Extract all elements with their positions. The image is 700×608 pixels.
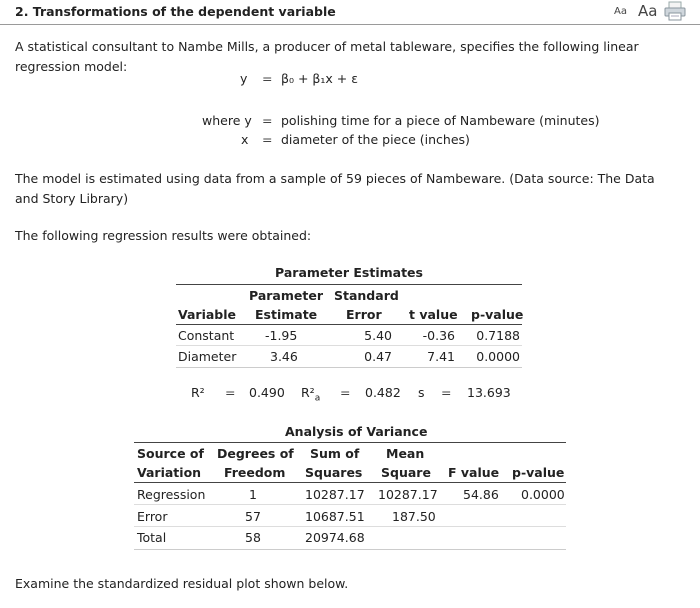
font-size-small-button[interactable]: Aa <box>614 6 627 17</box>
anova-header-p: p-value <box>512 465 565 480</box>
param-estimate-cell: -1.95 <box>265 328 298 343</box>
param-header-estimate-1: Parameter <box>249 288 323 303</box>
anova-ss-cell: 20974.68 <box>305 530 365 545</box>
param-variable-cell: Diameter <box>178 349 237 364</box>
anova-top-rule <box>134 442 566 443</box>
param-header-se-1: Standard <box>334 288 399 303</box>
anova-f-cell: 54.86 <box>463 487 499 502</box>
param-variable-cell: Constant <box>178 328 235 343</box>
s-label: s <box>418 385 425 400</box>
param-header-se-2: Error <box>346 307 382 322</box>
anova-header-source-2: Variation <box>137 465 202 480</box>
s-value: 13.693 <box>467 385 511 400</box>
param-se-cell: 5.40 <box>364 328 392 343</box>
residual-plot-prompt: Examine the standardized residual plot shown below. <box>15 576 349 591</box>
param-se-cell: 0.47 <box>364 349 392 364</box>
model-rhs: β₀ + β₁x + ε <box>281 71 358 86</box>
anova-header-ss-2: Squares <box>305 465 363 480</box>
param-row-divider <box>176 345 522 346</box>
anova-title: Analysis of Variance <box>285 424 428 439</box>
print-icon[interactable] <box>664 1 686 21</box>
anova-header-rule <box>134 482 566 483</box>
r2a-label: $R^2_a$ <box>301 385 321 404</box>
param-table-bottom-rule <box>176 367 522 368</box>
param-t-cell: -0.36 <box>422 328 455 343</box>
param-table-header-rule <box>176 324 522 325</box>
x-eq-sign: = <box>262 132 273 147</box>
param-p-cell: 0.0000 <box>476 349 520 364</box>
anova-header-ms-2: Square <box>381 465 431 480</box>
r2-label: R² <box>191 385 205 400</box>
r2-value: 0.490 <box>249 385 285 400</box>
param-header-estimate-2: Estimate <box>255 307 318 322</box>
anova-header-ms-1: Mean <box>386 446 425 461</box>
estimation-text: The model is estimated using data from a sample of 59 pieces of Nambeware. (Data source: The Data and Story Library) <box>15 171 655 206</box>
anova-header-ss-1: Sum of <box>310 446 360 461</box>
s-eq-sign: = <box>441 385 452 400</box>
param-header-p: p-value <box>471 307 524 322</box>
x-definition: diameter of the piece (inches) <box>281 132 470 147</box>
anova-ms-cell: 10287.17 <box>378 487 438 502</box>
y-eq-sign: = <box>262 113 273 128</box>
anova-ss-cell: 10287.17 <box>305 487 365 502</box>
results-intro-text: The following regression results were obtained: <box>15 228 312 243</box>
r2a-eq-sign: = <box>340 385 351 400</box>
anova-header-source-1: Source of <box>137 446 204 461</box>
anova-row-divider <box>134 526 566 527</box>
param-header-variable: Variable <box>178 307 237 322</box>
x-label: x <box>241 132 249 147</box>
param-estimate-cell: 3.46 <box>270 349 298 364</box>
font-size-large-button[interactable]: Aa <box>638 2 658 20</box>
r2-eq-sign: = <box>225 385 236 400</box>
param-p-cell: 0.7188 <box>476 328 520 343</box>
anova-header-df-1: Degrees of <box>217 446 294 461</box>
anova-source-cell: Total <box>137 530 167 545</box>
intro-text: A statistical consultant to Nambe Mills, a producer of metal tableware, specifies the following linear regression model: <box>15 39 639 74</box>
anova-p-cell: 0.0000 <box>521 487 565 502</box>
model-lhs: y <box>240 71 248 86</box>
param-t-cell: 7.41 <box>427 349 455 364</box>
param-table-top-rule <box>176 284 522 285</box>
header-divider <box>0 24 700 25</box>
anova-df-cell: 57 <box>245 509 261 524</box>
anova-bottom-rule <box>134 549 566 550</box>
y-definition: polishing time for a piece of Nambeware (minutes) <box>281 113 600 128</box>
anova-ss-cell: 10687.51 <box>305 509 365 524</box>
anova-df-cell: 1 <box>249 487 257 502</box>
anova-source-cell: Regression <box>137 487 206 502</box>
anova-ms-cell: 187.50 <box>392 509 436 524</box>
r2a-value: 0.482 <box>365 385 401 400</box>
anova-source-cell: Error <box>137 509 168 524</box>
where-y-label: where y <box>202 113 252 128</box>
anova-header-f: F value <box>448 465 500 480</box>
param-header-t: t value <box>409 307 458 322</box>
param-table-title: Parameter Estimates <box>275 265 423 280</box>
section-title: 2. Transformations of the dependent variable <box>15 4 336 19</box>
model-eq-sign: = <box>262 71 273 86</box>
anova-header-df-2: Freedom <box>224 465 286 480</box>
anova-row-divider <box>134 504 566 505</box>
anova-df-cell: 58 <box>245 530 261 545</box>
